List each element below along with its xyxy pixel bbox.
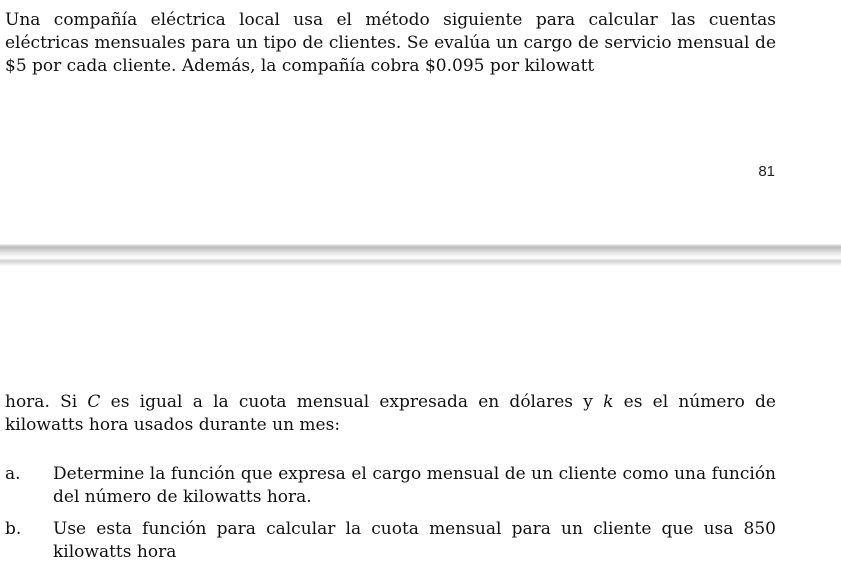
question-text-a: Determine la función que expresa el cargo mensual de un cliente como una función del número de kilowatts hora. — [53, 464, 776, 507]
question-text-b: Use esta función para calcular la cuota mensual para un cliente que usa 850 kilowatts hora — [53, 519, 776, 562]
page-number: 81 — [758, 163, 775, 180]
problem-continuation-paragraph — [5, 391, 776, 437]
continuation-text-1: hora. Si — [5, 392, 88, 412]
question-list — [5, 463, 776, 573]
variable-c: C — [87, 392, 101, 412]
variable-k: k — [603, 392, 614, 412]
continuation-text-2: es igual a la cuota mensual expresada en dólares y — [100, 392, 604, 412]
question-item-a — [5, 463, 776, 509]
problem-intro-paragraph: Una compañía eléctrica local usa el método siguiente para calcular las cuentas eléctricas mensuales para un tipo de clientes. Se evalúa un cargo de servicio mensual de $5 por cada cliente. Además, la compañía cobra $0.095 por kilowatt — [5, 10, 776, 76]
question-item-b — [5, 518, 776, 564]
question-marker-b: b. — [5, 519, 22, 539]
question-marker-a: a. — [5, 464, 21, 484]
page-break-divider — [0, 244, 841, 266]
continuation-text-3: es el número de kilowatts hora usados durante un mes: — [5, 392, 776, 435]
